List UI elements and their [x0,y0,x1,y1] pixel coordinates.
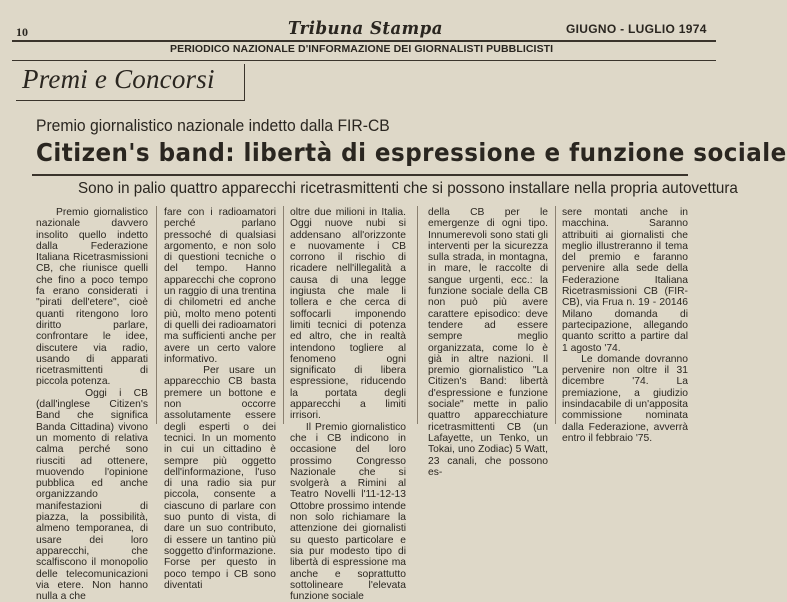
article-column-2: fare con i radioamatori perché parlano pressoché di qualsiasi argomento, e non solo di questioni tecniche o del tempo. Hanno apparecchi che coprono un raggio di una trentina di chilometri ed anche più, molto meno potenti di quelli dei radioamatori ma sufficienti anche per avere un certo valore informativo. Per usare un apparecchio CB basta premere un bottone e non occorre assolutamente essere degli esperti o dei tecnici. In un momento in cui un cittadino è sempre più oggetto dell'informazione, l'uso di una radio sia pur piccola, consente a ciascuno di parlare con suo punto di vista, di dare un suo contributo, di essere un tantino più soggetto d'informazione. Forse per questo in poco tempo i CB sono diventati [164,207,276,591]
article-deck: Sono in palio quattro apparecchi ricetrasmittenti che si possono installare nella propria autovettura [78,180,738,197]
masthead-rule-bottom [12,60,716,61]
article-column-5: sere montati anche in macchina. Saranno attribuiti ai giornalisti che meglio illustreranno il tema del premio e faranno pervenire alla sede della Federazione Italiana Ricetrasmissioni CB (FIR-CB), via Frua n. 19 - 20146 Milano domanda di partecipazione, allegando quanto scritto a partire dal 1 agosto '74. Le domande dovranno pervenire non oltre il 31 dicembre '74. La premiazione, a giudizio insindacabile di un'apposita commissione nominata dalla Federazione, avverrà entro il febbraio '75. [562,207,688,444]
masthead-subtitle: PERIODICO NAZIONALE D'INFORMAZIONE DEI GIORNALISTI PUBBLICISTI [170,43,554,55]
masthead-title: Tribuna Stampa [288,18,443,39]
masthead-rule-top [12,40,716,42]
page-number: 10 [16,25,28,39]
headline-rule [32,174,688,176]
article-column-3: oltre due milioni in Italia. Oggi nuove nubi si addensano all'orizzonte e nuovamente i CB corrono il rischio di ricadere nell'illegalità a causa di una legge ingiusta che male li tollera e che cerca di soffocarli imponendo limiti tecnici di potenza ed altro, che in realtà intendono togliere al fenomeno ogni significato di libera espressione, riducendo la portata degli apparecchi a limiti irrisori. Il Premio giornalistico che i CB indicono in occasione del loro prossimo Congresso Nazionale che si svolgerà a Rimini al Teatro Novelli l'11-12-13 Ottobre prossimo intende non solo richiamare la attenzione dei giornalisti su questo particolare e sia pur modesto tipo di libertà di espressione ma anche e soprattutto sottolineare l'elevata funzione sociale [290,207,406,602]
article-column-1: Premio giornalistico nazionale davvero insolito quello indetto dalla Federazione Italiana Ricetrasmissioni CB, che riunisce quelli che fino a poco tempo fa erano considerati i "pirati dell'etere", cioè quanti ritengono loro diritto parlare, confrontare le idee, discutere via radio, usando di apparati ricetrasmittenti di piccola potenza. Oggi i CB (dall'inglese Citizen's Band che significa Banda Cittadina) vivono un momento di relativa calma perché sono riusciti ad ottenere, muovendo l'opinione pubblica ed anche organizzando manifestazioni di piazza, la possibilità, almeno temporanea, di usare dei loro apparecchi, che scalfiscono il monopolio delle telecomunicazioni via etere. Non hanno nulla a che [36,207,148,602]
issue-date: GIUGNO - LUGLIO 1974 [566,22,707,36]
section-title: Premi e Concorsi [22,64,215,94]
article-column-4: della CB per le emergenze di ogni tipo. Innumerevoli sono stati gli interventi per la sicurezza sulla strada, in montagna, in mare, le raccolte di sangue urgenti, ecc.: la funzione sociale della CB non può più avere carattere episodico: deve tendere ad essere sempre meglio organizzata, come lo è già in altre nazioni. Il premio giornalistico "La Citizen's Band: libertà d'espressione e funzione sociale" mette in palio quattro apparecchiature ricetrasmittenti CB (un Lafayette, un Tenko, un Tokai, uno Zodiac) 5 Watt, 23 canali, che possono es- [428,207,551,478]
column-divider [156,206,157,424]
column-divider [417,206,418,424]
column-divider [555,206,556,424]
column-divider [283,206,284,424]
article-kicker: Premio giornalistico nazionale indetto dalla FIR-CB [36,117,390,135]
article-headline: Citizen's band: libertà di espressione e funzione sociale [36,138,787,167]
